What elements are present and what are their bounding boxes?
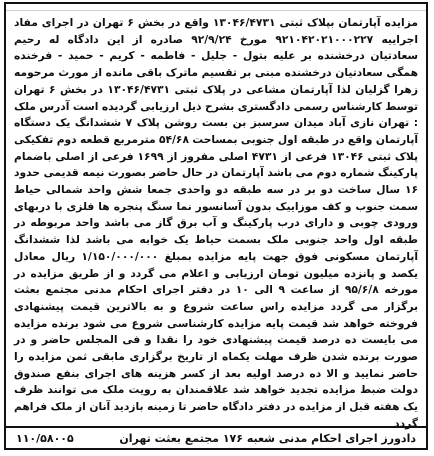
notice-body: مزایده آپارتمان بپلاک ثبتی ۱۳۰۴۶/۴۷۳۱ واقع در بخش ۶ تهران در اجرای مفاد اجراییه ۹۲۱۰۴۲۰۲۱۰۰۰۲۲۷ مورخ ۹۲/۹/۲۴ صادره از این دادگاه له رحیم سعادتیان درخشنده بر علیه بتول - جلیل - فاطمه - کریم - حمید - فرخنده همگی سعادتیان درخشنده مبنی بر تقسیم ماترک باقی مانده از مورث مرحومه زهرا گزلیان لذا آپارتمان مشاعی در پلاک ثبتی ۱۳۰۴۶/۴۷۳۱ در بخش ۶ تهران توسط کارشناس رسمی دادگستری بشرح ذیل ارزیابی گردیده است آدرس ملک : تهران نازی آباد میدان سرسبز بن بست روشن پلاک ۷ ششدانگ یک دستگاه آپارتمان واقع در طبقه اول جنوبی بمساحت ۵۴/۶۸ مترمربع قطعه دوم تفکیکی پلاک ثبتی ۱۳۰۴۶ فرعی از ۴۷۳۱ اصلی مفروز از ۱۶۹۹ فرعی از اصلی باضمام پارکینگ شماره دوم می باشد آپارتمان در حال حاضر بصورت نیمه قدیمی حدود ۱۶ سال ساخت دو بر در سه طبقه دو واحدی جمعا شش واحد شمالی حیاط سمت جنوب و کف موزاییک بدون آسانسور نما سنگ پنجره ها فلزی با دربهای ورودی چوبی و دارای درب پارکینگ و آب برق گاز می باشد واحد مربوطه در طبقه اول واحد جنوبی ملک بسمت حیاط یک خوابه می باشد لذا ششدانگ آپارتمان مسکونی فوق جهت پایه مزایده بمبلغ ۱/۱۵۰/۰۰۰/۰۰۰ ریال معادل یکصد و پانزده میلیون تومان ارزیابی و اعلام می گردد و از طریق مزایده در مورخه ۹۵/۶/۸ از ساعت ۹ الی ۱۰ در دفتر اجرای احکام مدنی مجتمع بعثت برگزار می گردد مزایده راس ساعت شروع و به بالاترین قیمت پیشنهادی فروخته خواهد شد قیمت پایه مزایده کارشناسی شروع می شود برنده مزایده می بایست ده درصد قیمت پیشنهادی خود را نقدا و فی المجلس حاضر و در صورت برنده شدن ظرف مهلت یکماه از تاریخ برگزاری مابقی ثمن مزایده را حاضر نمایید و الا ده درصد اولیه بعد از کسر هزینه های اجرای بنفع صندوق دولت ضبط مزایده تجدید خواهد شد علاقمندان به رویت ملک می توانند ظرف یک هفته قبل از مزایده در دفتر دادگاه حاضر تا زمینه بازدید آنان از ملک فراهم گردد [14, 16, 419, 430]
notice-issuer: دادورز اجرای احکام مدنی شعبه ۱۷۶ مجتمع بعثت تهران [119, 431, 416, 445]
notice-footer [6, 426, 426, 448]
notice-code: ۱۱۰/۵۸۰۰۵ [16, 431, 74, 445]
legal-notice [4, 2, 428, 450]
notice-top-band [6, 4, 426, 11]
